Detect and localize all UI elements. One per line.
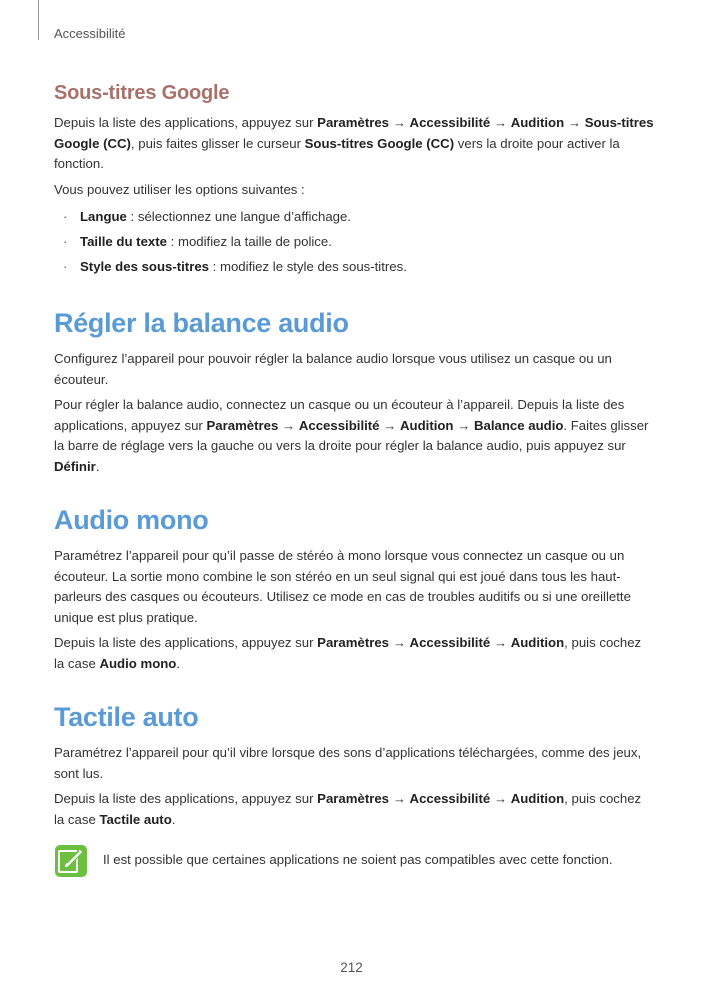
note-pencil-icon [54, 844, 88, 878]
captions-paragraph-2: Vous pouvez utiliser les options suivantes : [54, 181, 305, 197]
balance-paragraph-2: Pour régler la balance audio, connectez un casque ou un écouteur à l’appareil. Depuis la liste des applications, appuyez sur Paramètres → Accessibilité → Audition → Balance audio. Faites glisser la barre de réglage vers la gauche ou vers la droite pour régler la balance audio, puis appuyez sur Définir. [54, 397, 649, 474]
page-content [54, 82, 654, 880]
captions-options-list [54, 207, 654, 277]
balance-paragraph-1: Configurez l’appareil pour pouvoir régler la balance audio lorsque vous utilisez un casque ou un écouteur. [54, 351, 612, 387]
bullet-icon: · [63, 259, 68, 274]
bullet-icon: · [63, 209, 68, 224]
page-number: 212 [340, 960, 363, 975]
note-box [54, 844, 654, 880]
list-item: · Taille du texte : modifiez la taille de police. [54, 232, 654, 252]
mono-paragraph-1: Paramétrez l’appareil pour qu’il passe de stéréo à mono lorsque vous connectez un casque ou un écouteur. La sortie mono combine le son stéréo en un seul signal qui est joué dans tous les haut-parleurs des casques ou écouteurs. Utilisez ce mode en cas de troubles auditifs ou si une oreillette unique est plus pratique. [54, 548, 631, 625]
captions-paragraph-1: Depuis la liste des applications, appuyez sur Paramètres → Accessibilité → Audition → Sous-titres Google (CC), puis faites glisser le curseur Sous-titres Google (CC) vers la droite pour activer la fonction. [54, 115, 654, 171]
running-head: Accessibilité [54, 26, 126, 41]
list-item: · Style des sous-titres : modifiez le style des sous-titres. [54, 257, 654, 277]
list-item: · Langue : sélectionnez une langue d’affichage. [54, 207, 654, 227]
mono-paragraph-2: Depuis la liste des applications, appuyez sur Paramètres → Accessibilité → Audition, puis cochez la case Audio mono. [54, 635, 642, 671]
header-divider [38, 0, 39, 40]
section-title-balance: Régler la balance audio [54, 308, 349, 338]
section-title-tactile: Tactile auto [54, 702, 199, 732]
note-text: Il est possible que certaines applications ne soient pas compatibles avec cette fonction. [103, 852, 613, 867]
subsection-title-captions: Sous-titres Google [54, 82, 230, 104]
bullet-icon: · [63, 234, 68, 249]
tactile-paragraph-2: Depuis la liste des applications, appuyez sur Paramètres → Accessibilité → Audition, puis cochez la case Tactile auto. [54, 791, 642, 827]
tactile-paragraph-1: Paramétrez l’appareil pour qu’il vibre lorsque des sons d’applications téléchargées, comme des jeux, sont lus. [54, 745, 642, 781]
section-title-mono: Audio mono [54, 505, 209, 535]
